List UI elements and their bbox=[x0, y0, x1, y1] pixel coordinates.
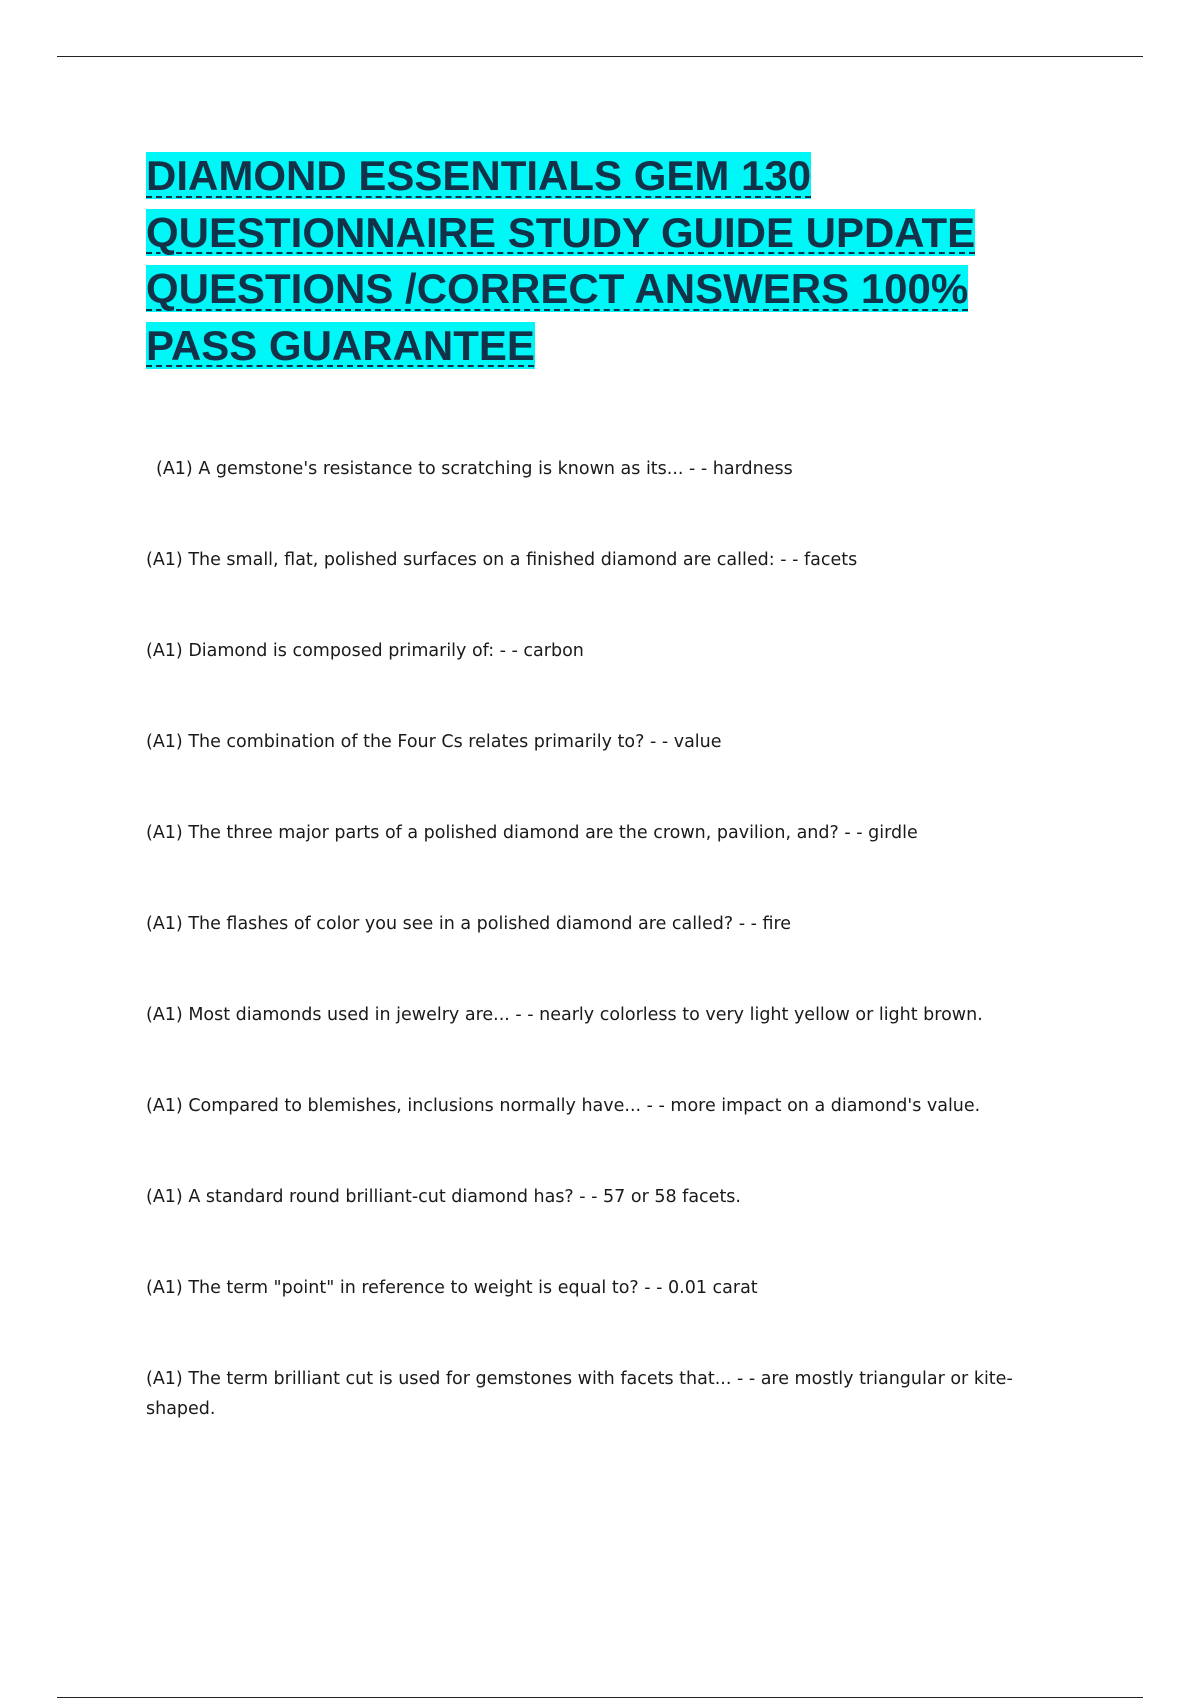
document-title-highlight: DIAMOND ESSENTIALS GEM 130 QUESTIONNAIRE STUDY GUIDE UPDATE QUESTIONS /CORRECT ANSWERS 100% PASS GUARANTEE bbox=[146, 152, 976, 369]
qa-item-6: (A1) The flashes of color you see in a polished diamond are called? - - fire bbox=[146, 914, 792, 934]
document-title bbox=[146, 148, 1046, 374]
qa-item-3: (A1) Diamond is composed primarily of: - - carbon bbox=[146, 641, 584, 661]
header-rule bbox=[57, 56, 1143, 57]
qa-item-11: (A1) The term brilliant cut is used for gemstones with facets that... - - are mostly triangular or kite-shaped. bbox=[146, 1369, 1013, 1419]
qa-item-8: (A1) Compared to blemishes, inclusions normally have... - - more impact on a diamond's value. bbox=[146, 1096, 981, 1116]
qa-item-1: (A1) A gemstone's resistance to scratching is known as its... - - hardness bbox=[156, 459, 793, 479]
qa-item-2: (A1) The small, flat, polished surfaces on a finished diamond are called: - - facets bbox=[146, 550, 858, 570]
qa-item-5: (A1) The three major parts of a polished diamond are the crown, pavilion, and? - - girdle bbox=[146, 823, 918, 843]
qa-item-4: (A1) The combination of the Four Cs relates primarily to? - - value bbox=[146, 732, 722, 752]
qa-item-9: (A1) A standard round brilliant-cut diamond has? - - 57 or 58 facets. bbox=[146, 1187, 741, 1207]
footer-rule bbox=[57, 1697, 1143, 1698]
qa-item-10: (A1) The term "point" in reference to weight is equal to? - - 0.01 carat bbox=[146, 1278, 758, 1298]
qa-item-7: (A1) Most diamonds used in jewelry are... - - nearly colorless to very light yellow or light brown. bbox=[146, 1005, 983, 1025]
